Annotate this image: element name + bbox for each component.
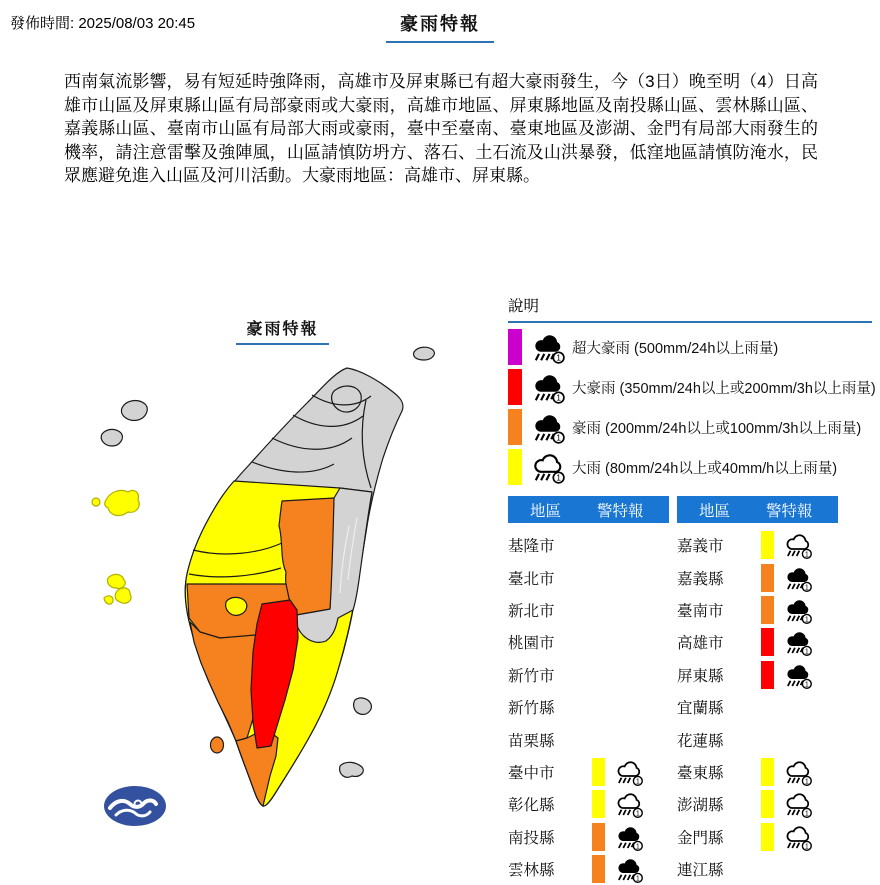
map-region-matsu-1 <box>121 401 147 421</box>
map-region-liuqiu <box>211 737 224 753</box>
region-name: 臺南市 <box>677 602 724 620</box>
region-name: 臺東縣 <box>677 764 724 782</box>
region-name: 臺北市 <box>508 570 555 588</box>
heavy-rain-cloud-icon <box>614 822 644 852</box>
heavy-rain-cloud-icon <box>783 595 813 625</box>
row-icon-box <box>614 789 644 819</box>
row-icon-box <box>783 789 813 819</box>
map-region-green-island <box>354 698 372 714</box>
svg-text:1: 1 <box>804 616 809 624</box>
region-name: 金門縣 <box>677 829 724 847</box>
warning-color-chip <box>761 531 774 559</box>
heavy-rain-cloud-icon <box>530 329 566 365</box>
publish-time: 發佈時間: 2025/08/03 20:45 <box>10 15 196 32</box>
region-name: 花蓮縣 <box>677 732 724 750</box>
warning-color-chip <box>592 790 605 818</box>
table-row <box>677 788 838 820</box>
heavy-rain-cloud-icon <box>530 369 566 405</box>
map-region-penghu-2 <box>115 588 131 603</box>
region-name: 新北市 <box>508 602 555 620</box>
legend-heading: 說明 <box>508 294 872 323</box>
region-name: 南投縣 <box>508 829 555 847</box>
row-icon-box <box>614 757 644 787</box>
warning-color-chip <box>592 855 605 883</box>
map-region-gueishan-island <box>414 347 435 360</box>
svg-text:1: 1 <box>556 352 561 363</box>
table-row <box>508 691 669 723</box>
table-row <box>508 788 669 820</box>
warning-table-right <box>677 496 838 885</box>
warning-color-chip <box>508 449 522 485</box>
region-name: 屏東縣 <box>677 667 724 685</box>
region-name: 新竹縣 <box>508 700 555 718</box>
taiwan-warning-map <box>50 288 510 880</box>
table-row <box>508 723 669 755</box>
table-row <box>677 529 838 561</box>
warning-color-chip <box>761 823 774 851</box>
warning-tables <box>508 496 872 885</box>
warning-color-chip <box>592 823 605 851</box>
svg-text:1: 1 <box>556 392 561 403</box>
warning-color-chip <box>508 409 522 445</box>
column-header-warning: 警特報 <box>766 502 813 520</box>
region-name: 新竹市 <box>508 667 555 685</box>
column-header-warning: 警特報 <box>597 502 644 520</box>
row-icon-box <box>783 563 813 593</box>
legend-label: 大豪雨 (350mm/24h以上或200mm/3h以上雨量) <box>572 380 876 397</box>
svg-text:1: 1 <box>556 432 561 443</box>
legend-item <box>508 367 876 407</box>
cwa-logo <box>104 786 166 826</box>
legend-item <box>508 407 872 447</box>
table-body <box>508 529 669 885</box>
table-row <box>508 594 669 626</box>
heavy-rain-cloud-icon <box>783 627 813 657</box>
light-rain-cloud-icon <box>530 449 566 485</box>
region-name: 嘉義縣 <box>677 570 724 588</box>
warning-color-chip <box>761 661 774 689</box>
map-region-penghu-1 <box>107 574 125 588</box>
column-header-region: 地區 <box>699 502 731 520</box>
light-rain-cloud-icon <box>783 789 813 819</box>
table-row <box>508 821 669 853</box>
heavy-rain-cloud-icon <box>783 563 813 593</box>
table-row <box>677 723 838 755</box>
table-row <box>677 821 838 853</box>
warning-color-chip <box>508 369 522 405</box>
svg-text:1: 1 <box>804 778 809 786</box>
table-header <box>508 496 669 523</box>
region-name: 雲林縣 <box>508 862 555 880</box>
heavy-rain-cloud-icon <box>783 660 813 690</box>
page-title-wrap <box>0 10 880 43</box>
table-row <box>677 594 838 626</box>
table-body <box>677 529 838 885</box>
region-name: 彰化縣 <box>508 797 555 815</box>
map-region-kinmen-islet <box>92 498 100 506</box>
row-icon-box <box>783 757 813 787</box>
legend <box>508 327 876 487</box>
warning-color-chip <box>592 758 605 786</box>
map-title: 豪雨特報 <box>236 316 328 345</box>
light-rain-cloud-icon <box>783 757 813 787</box>
row-icon-box <box>783 822 813 852</box>
row-icon-box <box>783 660 813 690</box>
svg-text:1: 1 <box>804 842 809 850</box>
map-region-penghu-3 <box>104 596 113 604</box>
region-name: 宜蘭縣 <box>677 700 724 718</box>
svg-text:1: 1 <box>804 583 809 591</box>
row-icon-box <box>783 627 813 657</box>
svg-text:1: 1 <box>635 810 640 818</box>
region-name: 連江縣 <box>677 862 724 880</box>
page-title: 豪雨特報 <box>386 10 494 43</box>
warning-color-chip <box>761 628 774 656</box>
svg-text:1: 1 <box>804 648 809 656</box>
region-name: 澎湖縣 <box>677 797 724 815</box>
row-icon-box <box>614 822 644 852</box>
map-panel <box>50 288 510 880</box>
warning-color-chip <box>761 564 774 592</box>
table-row <box>677 561 838 593</box>
light-rain-cloud-icon <box>783 822 813 852</box>
heavy-rain-cloud-icon <box>530 409 566 445</box>
table-header <box>677 496 838 523</box>
warning-color-chip <box>508 329 522 365</box>
warning-color-chip <box>761 596 774 624</box>
legend-label: 豪雨 (200mm/24h以上或100mm/3h以上雨量) <box>572 420 862 437</box>
region-name: 嘉義市 <box>677 538 724 556</box>
table-row <box>508 659 669 691</box>
map-region-kinmen <box>105 490 140 515</box>
row-icon-box <box>783 530 813 560</box>
region-name: 臺中市 <box>508 764 555 782</box>
region-name: 苗栗縣 <box>508 732 555 750</box>
table-row <box>508 626 669 658</box>
row-icon-box <box>783 595 813 625</box>
table-row <box>508 529 669 561</box>
svg-text:1: 1 <box>635 778 640 786</box>
warning-color-chip <box>761 758 774 786</box>
svg-text:1: 1 <box>635 875 640 883</box>
map-region-chiayi-city <box>226 597 247 615</box>
legend-icon-box <box>530 329 566 365</box>
legend-and-tables-panel <box>508 294 876 885</box>
table-row <box>508 756 669 788</box>
svg-text:1: 1 <box>804 551 809 559</box>
svg-text:1: 1 <box>804 810 809 818</box>
light-rain-cloud-icon <box>783 530 813 560</box>
region-name: 高雄市 <box>677 635 724 653</box>
table-row <box>508 853 669 885</box>
warning-color-chip <box>761 790 774 818</box>
region-name: 桃園市 <box>508 635 555 653</box>
map-region-orchid-island <box>340 762 364 777</box>
table-row <box>677 691 838 723</box>
warning-table-left <box>508 496 669 885</box>
light-rain-cloud-icon <box>614 757 644 787</box>
legend-label: 超大豪雨 (500mm/24h以上雨量) <box>572 340 779 357</box>
table-row <box>677 626 838 658</box>
bulletin-text: 西南氣流影響，易有短延時強降雨，高雄市及屏東縣已有超大豪雨發生，今（3日）晚至明（4）日高雄市山區及屏東縣山區有局部豪雨或大豪雨，高雄市地區、屏東縣地區及南投縣山區、雲林縣山區、嘉義縣山區、臺南市山區有局部大雨或豪雨，臺中至臺南、臺東地區及澎湖、金門有局部大雨發生的機率，請注意雷擊及強陣風，山區請慎防坍方、落石、土石流及山洪暴發，低窪地區請慎防淹水，民眾應避免進入山區及河川活動。大豪雨地區：高雄市、屏東縣。 <box>64 72 818 185</box>
column-header-region: 地區 <box>530 502 562 520</box>
legend-icon-box <box>530 449 566 485</box>
svg-text:1: 1 <box>804 681 809 689</box>
light-rain-cloud-icon <box>614 789 644 819</box>
svg-text:1: 1 <box>635 842 640 850</box>
region-name: 基隆市 <box>508 538 555 556</box>
map-title-wrap <box>200 316 365 345</box>
map-region-matsu-2 <box>101 429 122 446</box>
svg-text:1: 1 <box>556 472 561 483</box>
legend-item <box>508 327 872 367</box>
legend-item <box>508 447 872 487</box>
legend-label: 大雨 (80mm/24h以上或40mm/h以上雨量) <box>572 460 838 477</box>
table-row <box>677 853 838 885</box>
table-row <box>508 561 669 593</box>
table-row <box>677 659 838 691</box>
legend-icon-box <box>530 409 566 445</box>
legend-icon-box <box>530 369 566 405</box>
table-row <box>677 756 838 788</box>
